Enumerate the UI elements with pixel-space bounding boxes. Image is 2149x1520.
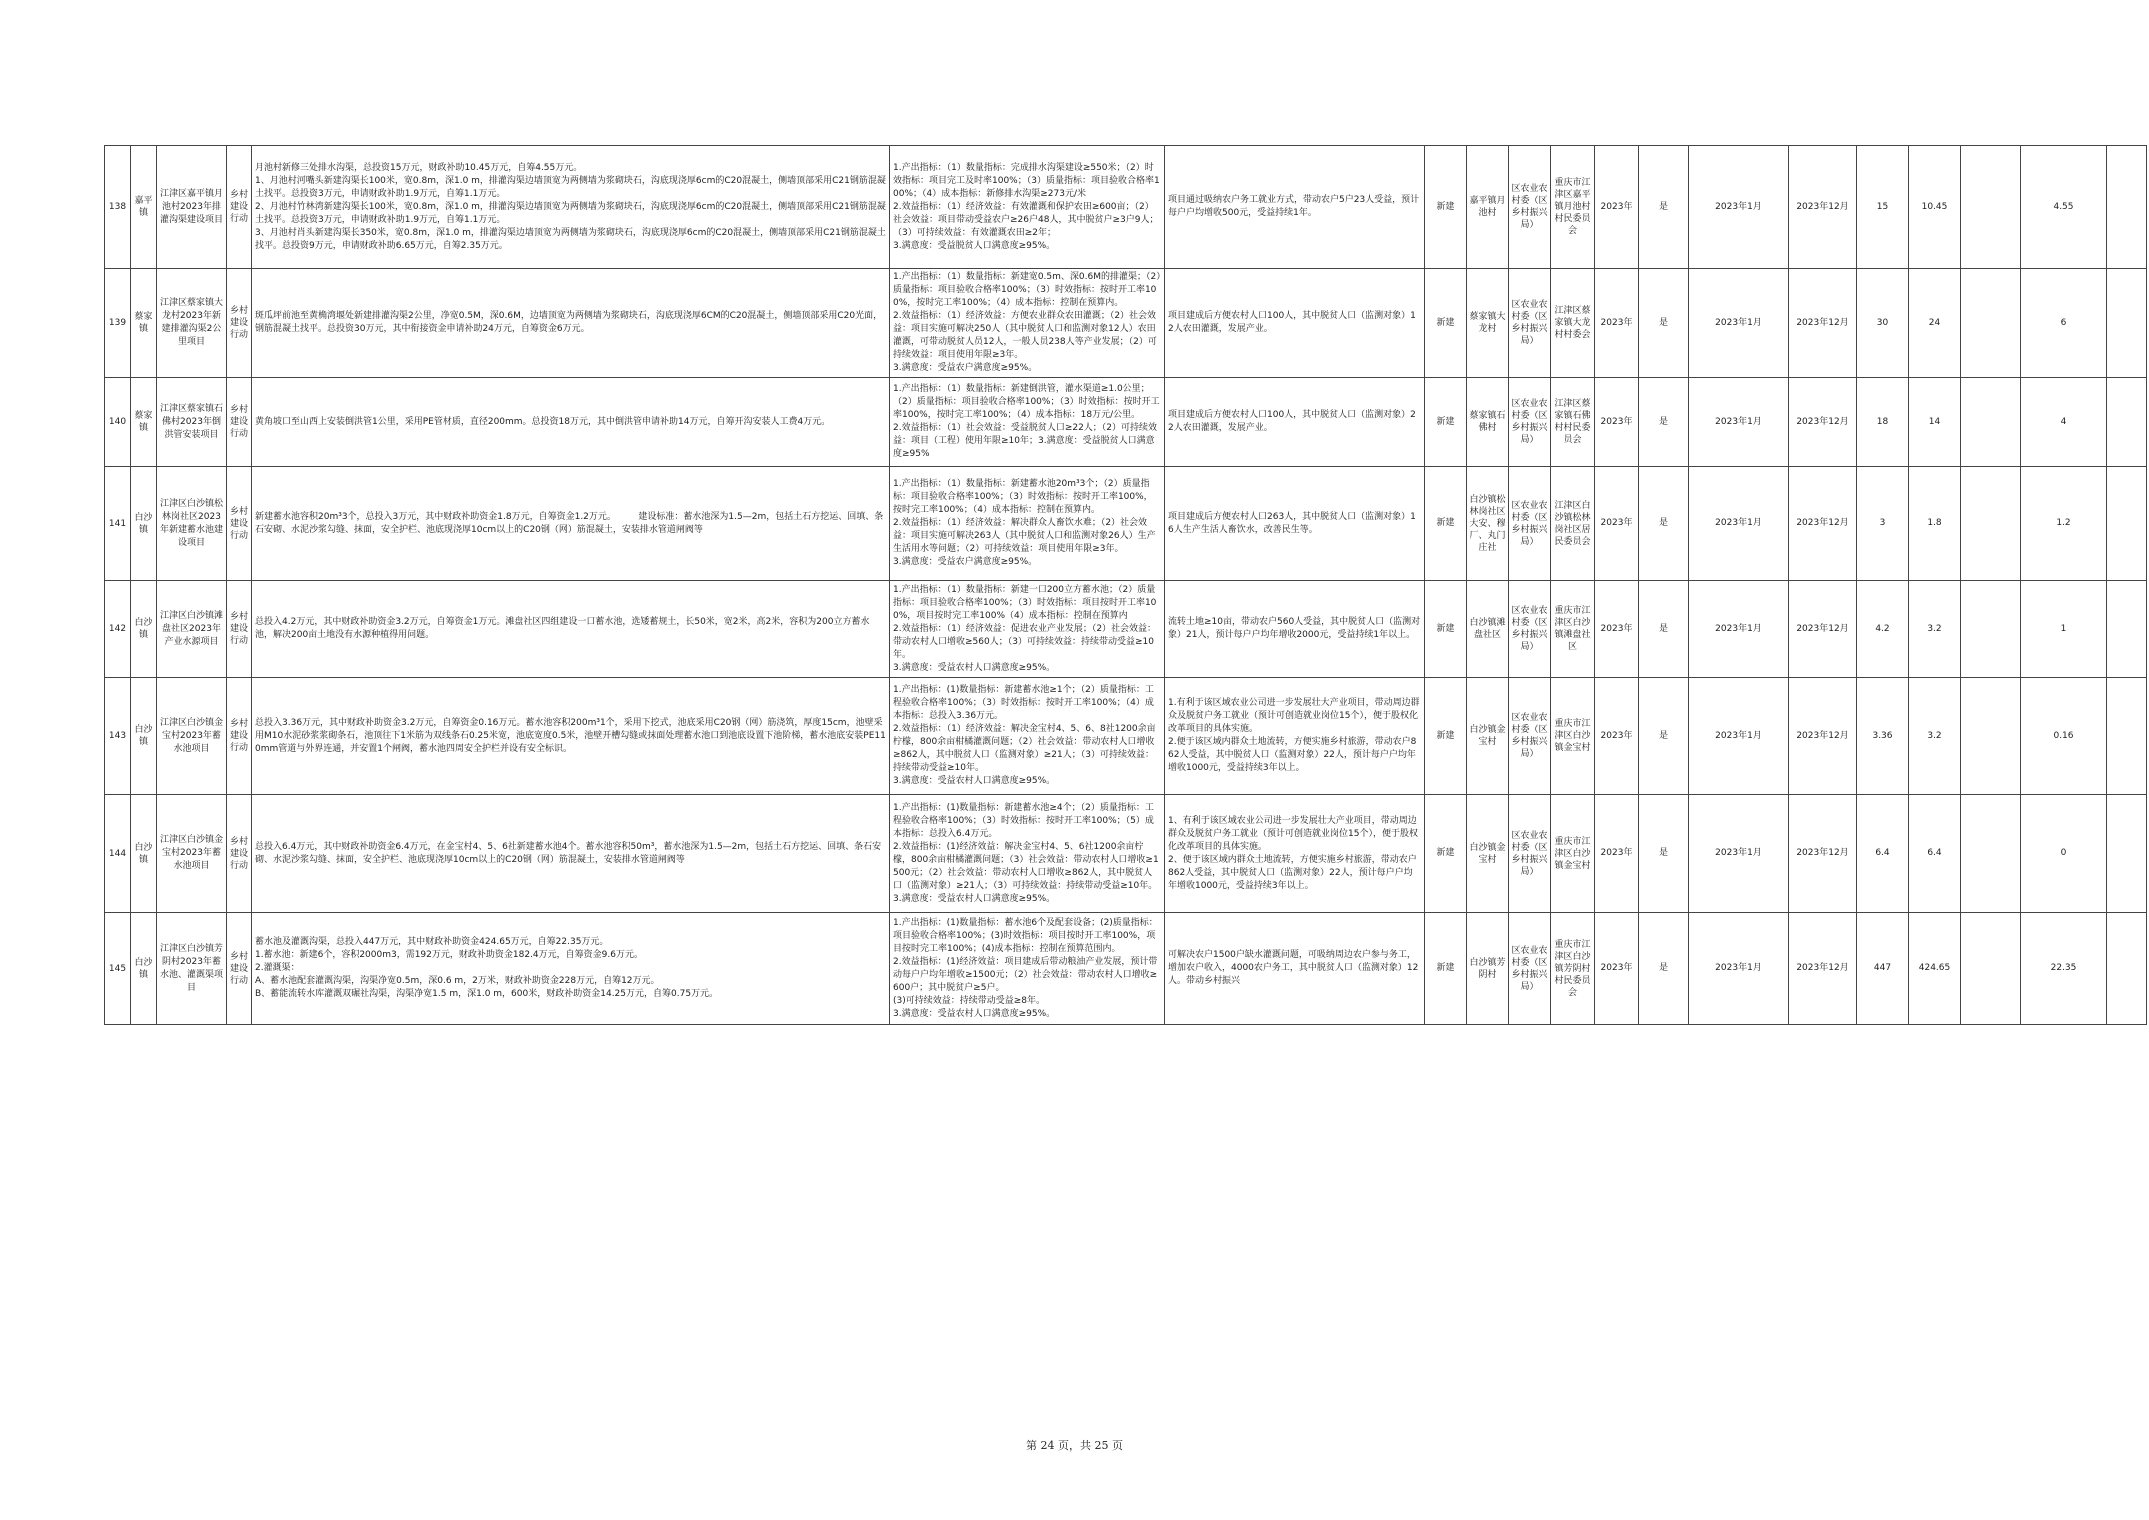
- owner-unit-cell: 江津区蔡家镇石佛村村民委员会: [1551, 378, 1595, 467]
- town-cell: 白沙镇: [131, 678, 157, 795]
- construction-nature-cell: 新建: [1425, 378, 1467, 467]
- blank-cell: [2107, 581, 2147, 678]
- project-type-cell: 乡村建设行动: [227, 146, 252, 269]
- location-cell: 白沙镇松林岗社区大安、穆厂、丸门庄社: [1467, 467, 1509, 581]
- year-cell: 2023年: [1595, 795, 1639, 913]
- construction-nature-cell: 新建: [1425, 913, 1467, 1025]
- performance-indicators-cell: 1.产出指标：（1）数量指标：新建蓄水池20m³3个；（2）质量指标：项目验收合格率100%；（3）时效指标：按时开工率100%，按时完工率100%；（4）成本指标：控制在预算内。 2.效益指标：（1）经济效益：解决群众人畜饮水难；（2）社会效益：项目实施可解决263人（其中脱贫人口和监测对象26人）生产生活用水等问题；（2）可持续效益：项目使用年限≥3年。 3.满意度：受益农户满意度≥95%。: [890, 467, 1165, 581]
- benefit-linkage-cell: 可解决农户1500户缺水灌溉问题，可吸纳周边农户参与务工，增加农户收入，4000农户务工，其中脱贫人口（监测对象）12人。带动乡村振兴: [1165, 913, 1425, 1025]
- construction-content-cell: 总投入6.4万元，其中财政补助资金6.4万元，在金宝村4、5、6社新建蓄水池4个。蓄水池容积50m³，蓄水池深为1.5—2m，包括土石方挖运、回填、条石安砌、水泥沙浆勾缝、抹面，安全护栏、池底现浇厚10cm以上的C20钢（网）筋混凝土，安装排水管道闸阀等: [252, 795, 890, 913]
- owner-unit-cell: 重庆市江津区嘉平镇月池村村民委员会: [1551, 146, 1595, 269]
- year-cell: 2023年: [1595, 913, 1639, 1025]
- start-date-cell: 2023年1月: [1689, 913, 1789, 1025]
- benefit-linkage-cell: 项目通过吸纳农户务工就业方式，带动农户5户23人受益，预计每户户均增收500元，受益持续1年。: [1165, 146, 1425, 269]
- fiscal-funds-cell: 1.8: [1909, 467, 1961, 581]
- project-name-cell: 江津区蔡家镇大龙村2023年新建排灌沟渠2公里项目: [157, 269, 227, 378]
- location-cell: 蔡家镇石佛村: [1467, 378, 1509, 467]
- total-investment-cell: 447: [1857, 913, 1909, 1025]
- total-investment-cell: 15: [1857, 146, 1909, 269]
- start-date-cell: 2023年1月: [1689, 467, 1789, 581]
- project-type-cell: 乡村建设行动: [227, 678, 252, 795]
- table-row: [105, 581, 2147, 678]
- owner-unit-cell: 江津区蔡家镇大龙村村委会: [1551, 269, 1595, 378]
- project-type-cell: 乡村建设行动: [227, 467, 252, 581]
- fiscal-funds-cell: 424.65: [1909, 913, 1961, 1025]
- row-number: 138: [105, 146, 131, 269]
- blank-cell: [2107, 146, 2147, 269]
- construction-nature-cell: 新建: [1425, 581, 1467, 678]
- project-type-cell: 乡村建设行动: [227, 269, 252, 378]
- performance-indicators-cell: 1.产出指标：（1）数量指标：新建倒洪管，灌水渠道≥1.0公里；（2）质量指标：项目验收合格率100%；（3）时效指标：按时开工率100%，按时完工率100%；（4）成本指标：18万元/公里。 2.效益指标：（1）社会效益：受益脱贫人口≥22人；（2）可持续效益：项目（工程）使用年限≥10年；3.满意度：受益脱贫人口满意度≥95%: [890, 378, 1165, 467]
- blank-cell: [2107, 269, 2147, 378]
- self-raised-funds-cell: 0: [2021, 795, 2107, 913]
- performance-indicators-cell: 1.产出指标：（1）数量指标：完成排水沟渠建设≥550米；（2）时效指标：项目完工及时率100%；（3）质量指标：项目验收合格率100%；（4）成本指标：新修排水沟渠≥273元/米 2.效益指标：（1）经济效益：有效灌溉和保护农田≥600亩；（2）社会效益：项目带动受益农户≥26户48人，其中脱贫户≥3户9人；（3）可持续效益：有效灌溉农田≥2年； 3.满意度：受益脱贫人口满意度≥95%。: [890, 146, 1165, 269]
- year-cell: 2023年: [1595, 146, 1639, 269]
- row-number: 142: [105, 581, 131, 678]
- owner-unit-cell: 重庆市江津区白沙镇金宝村: [1551, 795, 1595, 913]
- department-cell: 区农业农村委（区乡村振兴局）: [1509, 795, 1551, 913]
- year-cell: 2023年: [1595, 269, 1639, 378]
- benefit-linkage-cell: 1、有利于该区域农业公司进一步发展壮大产业项目，带动周边群众及脱贫户务工就业（预计可创造就业岗位15个），便于股权化改革项目的具体实施。 2、便于该区域内群众土地流转，方便实施乡村旅游，带动农户862人受益，其中脱贫人口（监测对象）22人，预计每户户均年增收1000元，受益持续3年以上。: [1165, 795, 1425, 913]
- location-cell: 白沙镇芳阴村: [1467, 913, 1509, 1025]
- town-cell: 白沙镇: [131, 581, 157, 678]
- flag-cell: 是: [1639, 795, 1689, 913]
- construction-nature-cell: 新建: [1425, 678, 1467, 795]
- town-cell: 嘉平镇: [131, 146, 157, 269]
- other-funds-cell: [1961, 678, 2021, 795]
- start-date-cell: 2023年1月: [1689, 146, 1789, 269]
- town-cell: 白沙镇: [131, 795, 157, 913]
- flag-cell: 是: [1639, 269, 1689, 378]
- town-cell: 蔡家镇: [131, 378, 157, 467]
- total-investment-cell: 3.36: [1857, 678, 1909, 795]
- blank-cell: [2107, 467, 2147, 581]
- department-cell: 区农业农村委（区乡村振兴局）: [1509, 467, 1551, 581]
- other-funds-cell: [1961, 581, 2021, 678]
- total-investment-cell: 30: [1857, 269, 1909, 378]
- fiscal-funds-cell: 3.2: [1909, 678, 1961, 795]
- year-cell: 2023年: [1595, 581, 1639, 678]
- start-date-cell: 2023年1月: [1689, 678, 1789, 795]
- construction-nature-cell: 新建: [1425, 467, 1467, 581]
- owner-unit-cell: 重庆市江津区白沙镇芳阴村村民委员会: [1551, 913, 1595, 1025]
- other-funds-cell: [1961, 913, 2021, 1025]
- flag-cell: 是: [1639, 378, 1689, 467]
- other-funds-cell: [1961, 378, 2021, 467]
- department-cell: 区农业农村委（区乡村振兴局）: [1509, 146, 1551, 269]
- location-cell: 嘉平镇月池村: [1467, 146, 1509, 269]
- project-name-cell: 江津区白沙镇金宝村2023年蓄水池项目: [157, 678, 227, 795]
- start-date-cell: 2023年1月: [1689, 269, 1789, 378]
- blank-cell: [2107, 378, 2147, 467]
- department-cell: 区农业农村委（区乡村振兴局）: [1509, 678, 1551, 795]
- other-funds-cell: [1961, 467, 2021, 581]
- end-date-cell: 2023年12月: [1789, 269, 1857, 378]
- construction-content-cell: 黄角坡口至山西上安装倒洪管1公里，采用PE管材质，直径200mm。总投资18万元，其中倒洪管申请补助14万元，自筹开沟安装人工费4万元。: [252, 378, 890, 467]
- construction-content-cell: 新建蓄水池容积20m³3个，总投入3万元，其中财政补助资金1.8万元，自筹资金1.2万元。 建设标准：蓄水池深为1.5—2m，包括土石方挖运、回填、条石安砌、水泥沙浆勾缝、抹面，安全护栏、池底现浇厚10cm以上的C20钢（网）筋混凝土，安装排水管道闸阀等: [252, 467, 890, 581]
- end-date-cell: 2023年12月: [1789, 795, 1857, 913]
- flag-cell: 是: [1639, 678, 1689, 795]
- performance-indicators-cell: 1.产出指标：(1)数量指标：新建蓄水池≥1个；（2）质量指标：工程验收合格率100%；（3）时效指标：按时开工率100%；（4）成本指标：总投入3.36万元。 2.效益指标：（1）经济效益：解决金宝村4、5、6、8社1200余亩柠檬，800余亩柑橘灌溉问题；（2）社会效益：带动农村人口增收≥862人，其中脱贫人口（监测对象）≥21人；（3）可持续效益：持续带动受益≥10年。 3.满意度：受益农村人口满意度≥95%。: [890, 678, 1165, 795]
- owner-unit-cell: 重庆市江津区白沙镇金宝村: [1551, 678, 1595, 795]
- town-cell: 白沙镇: [131, 913, 157, 1025]
- start-date-cell: 2023年1月: [1689, 795, 1789, 913]
- total-investment-cell: 18: [1857, 378, 1909, 467]
- performance-indicators-cell: 1.产出指标：(1)数量指标：新建蓄水池≥4个；（2）质量指标：工程验收合格率100%；（3）时效指标：按时开工率100%；（5）成本指标：总投入6.4万元。 2.效益指标：(1)经济效益：解决金宝村4、5、6社1200余亩柠檬，800余亩柑橘灌溉问题；（3）社会效益：带动农村人口增收≥1500元；（2）社会效益：带动农村人口增收≥862人，其中脱贫人口（监测对象）≥21人；（3）可持续效益：持续带动受益≥10年。 3.满意度：受益农村人口满意度≥95%。: [890, 795, 1165, 913]
- row-number: 144: [105, 795, 131, 913]
- row-number: 140: [105, 378, 131, 467]
- benefit-linkage-cell: 项目建成后方便农村人口263人，其中脱贫人口（监测对象）16人生产生活人畜饮水，改善民生等。: [1165, 467, 1425, 581]
- construction-content-cell: 总投入3.36万元，其中财政补助资金3.2万元，自筹资金0.16万元。蓄水池容积200m³1个，采用下挖式，池底采用C20钢（网）筋浇筑，厚度15cm，池壁采用M10水泥砂浆浆砌条石，池顶往下1米筋为双线条石0.25米宽，池底宽度0.5米，池壁开槽勾缝或抹面处理蓄水池口到池底设置下池阶梯，蓄水池底安装PE110mm管道与外界连通，并安置1个闸阀，蓄水池四周安全护栏并设有安全标识。: [252, 678, 890, 795]
- other-funds-cell: [1961, 146, 2021, 269]
- project-name-cell: 江津区白沙镇芳阴村2023年蓄水池、灌溉渠项目: [157, 913, 227, 1025]
- table-row: [105, 795, 2147, 913]
- project-type-cell: 乡村建设行动: [227, 913, 252, 1025]
- construction-content-cell: 斑瓜坪前池至黄桷湾堰处新建排灌沟渠2公里，净宽0.5M，深0.6M，边墙顶宽为两侧墙为浆砌块石，沟底现浇厚6CM的C20混凝土，侧墙顶部采用C20光面，钢筋混凝土找平。总投资30万元，其中衔接资金申请补助24万元，自筹资金6万元。: [252, 269, 890, 378]
- year-cell: 2023年: [1595, 378, 1639, 467]
- self-raised-funds-cell: 0.16: [2021, 678, 2107, 795]
- performance-indicators-cell: 1.产出指标：(1)数量指标：蓄水池6个及配套设备；(2)质量指标：项目验收合格率100%；(3)时效指标：项目按时开工率100%，项目按时完工率100%；(4)成本指标：控制在预算范围内。 2.效益指标：(1)经济效益：项目建成后带动粮油产业发展，预计带动每户户均年增收≥1500元；（2）社会效益：带动农村人口增收≥600户；其中脱贫户≥5户。 (3)可持续效益：持续带动受益≥8年。 3.满意度：受益农村人口满意度≥95%。: [890, 913, 1165, 1025]
- department-cell: 区农业农村委（区乡村振兴局）: [1509, 269, 1551, 378]
- benefit-linkage-cell: 项目建成后方便农村人口100人，其中脱贫人口（监测对象）12人农田灌溉，发展产业。: [1165, 269, 1425, 378]
- location-cell: 白沙镇金宝村: [1467, 678, 1509, 795]
- construction-nature-cell: 新建: [1425, 269, 1467, 378]
- total-investment-cell: 3: [1857, 467, 1909, 581]
- construction-nature-cell: 新建: [1425, 146, 1467, 269]
- project-name-cell: 江津区蔡家镇石佛村2023年倒洪管安装项目: [157, 378, 227, 467]
- flag-cell: 是: [1639, 467, 1689, 581]
- flag-cell: 是: [1639, 581, 1689, 678]
- performance-indicators-cell: 1.产出指标：（1）数量指标：新建一口200立方蓄水池；（2）质量指标：项目验收合格率100%；（3）时效指标：项目按时开工率100%，项目按时完工率100%（4）成本指标：控制在预算内 2.效益指标：（1）经济效益：促进农业产业发展；（2）社会效益：带动农村人口增收≥560人；（3）可持续效益：持续带动受益≥10年。 3.满意度：受益农村人口满意度≥95%。: [890, 581, 1165, 678]
- total-investment-cell: 6.4: [1857, 795, 1909, 913]
- table-row: [105, 378, 2147, 467]
- end-date-cell: 2023年12月: [1789, 581, 1857, 678]
- self-raised-funds-cell: 1: [2021, 581, 2107, 678]
- department-cell: 区农业农村委（区乡村振兴局）: [1509, 378, 1551, 467]
- owner-unit-cell: 重庆市江津区白沙镇滩盘社区: [1551, 581, 1595, 678]
- row-number: 143: [105, 678, 131, 795]
- owner-unit-cell: 江津区白沙镇松林岗社区居民委员会: [1551, 467, 1595, 581]
- self-raised-funds-cell: 6: [2021, 269, 2107, 378]
- blank-cell: [2107, 678, 2147, 795]
- construction-content-cell: 月池村新修三处排水沟渠，总投资15万元，财政补助10.45万元，自筹4.55万元。 1、月池村河嘴头新建沟渠长100米，宽0.8m，深1.0 m，排灌沟渠边墙顶宽为两侧墙为浆砌块石，沟底现浇厚6cm的C20混凝土，侧墙顶部采用C21钢筋混凝土找平。总投资3万元，申请财政补助1.9万元，自筹1.1万元。 2、月池村竹林湾新建沟渠长100米，宽0.8m，深1.0 m，排灌沟渠边墙顶宽为两侧墙为浆砌块石，沟底现浇厚6cm的C20混凝土，侧墙顶部采用C21钢筋混凝土找平。总投资3万元，申请财政补助1.9万元，自筹1.1万元。 3、月池村肖头新建沟渠长350米，宽0.8m，深1.0 m，排灌沟渠边墙顶宽为两侧墙为浆砌块石，沟底现浇厚6cm的C20混凝土，侧墙顶部采用C21钢筋混凝土找平。总投资9万元，申请财政补助6.65万元，自筹2.35万元。: [252, 146, 890, 269]
- self-raised-funds-cell: 4.55: [2021, 146, 2107, 269]
- project-name-cell: 江津区白沙镇松林岗社区2023年新建蓄水池建设项目: [157, 467, 227, 581]
- project-type-cell: 乡村建设行动: [227, 795, 252, 913]
- benefit-linkage-cell: 1.有利于该区域农业公司进一步发展壮大产业项目，带动周边群众及脱贫户务工就业（预计可创造就业岗位15个），便于股权化改革项目的具体实施。 2.便于该区域内群众土地流转，方便实施乡村旅游，带动农户862人受益，其中脱贫人口（监测对象）22人，预计每户户均年增收1000元，受益持续3年以上。: [1165, 678, 1425, 795]
- end-date-cell: 2023年12月: [1789, 467, 1857, 581]
- row-number: 139: [105, 269, 131, 378]
- table-row: [105, 467, 2147, 581]
- fiscal-funds-cell: 3.2: [1909, 581, 1961, 678]
- flag-cell: 是: [1639, 146, 1689, 269]
- flag-cell: 是: [1639, 913, 1689, 1025]
- table-row: [105, 913, 2147, 1025]
- table-row: [105, 678, 2147, 795]
- project-name-cell: 江津区嘉平镇月池村2023年排灌沟渠建设项目: [157, 146, 227, 269]
- table-row: [105, 146, 2147, 269]
- location-cell: 蔡家镇大龙村: [1467, 269, 1509, 378]
- row-number: 141: [105, 467, 131, 581]
- location-cell: 白沙镇金宝村: [1467, 795, 1509, 913]
- performance-indicators-cell: 1.产出指标：（1）数量指标：新建宽0.5m、深0.6M的排灌渠；（2）质量指标：项目验收合格率100%；（3）时效指标：按时开工率100%，按时完工率100%；（4）成本指标：控制在预算内。 2.效益指标：（1）经济效益：方便农业群众农田灌溉；（2）社会效益：项目实施可解决250人（其中脱贫人口和监测对象12人）农田灌溉，可带动脱贫人员12人，一般人员238人等产业发展；（2）可持续效益：项目使用年限≥3年。 3.满意度：受益农户满意度≥95%。: [890, 269, 1165, 378]
- year-cell: 2023年: [1595, 467, 1639, 581]
- self-raised-funds-cell: 1.2: [2021, 467, 2107, 581]
- year-cell: 2023年: [1595, 678, 1639, 795]
- row-number: 145: [105, 913, 131, 1025]
- project-type-cell: 乡村建设行动: [227, 378, 252, 467]
- construction-nature-cell: 新建: [1425, 795, 1467, 913]
- start-date-cell: 2023年1月: [1689, 581, 1789, 678]
- other-funds-cell: [1961, 795, 2021, 913]
- page-footer: 第 24 页，共 25 页: [1026, 1439, 1123, 1452]
- total-investment-cell: 4.2: [1857, 581, 1909, 678]
- end-date-cell: 2023年12月: [1789, 913, 1857, 1025]
- project-name-cell: 江津区白沙镇金宝村2023年蓄水池项目: [157, 795, 227, 913]
- self-raised-funds-cell: 22.35: [2021, 913, 2107, 1025]
- benefit-linkage-cell: 项目建成后方便农村人口100人，其中脱贫人口（监测对象）22人农田灌溉，发展产业。: [1165, 378, 1425, 467]
- department-cell: 区农业农村委（区乡村振兴局）: [1509, 913, 1551, 1025]
- project-name-cell: 江津区白沙镇滩盘社区2023年产业水源项目: [157, 581, 227, 678]
- department-cell: 区农业农村委（区乡村振兴局）: [1509, 581, 1551, 678]
- construction-content-cell: 蓄水池及灌溉沟渠，总投入447万元，其中财政补助资金424.65万元，自筹22.35万元。 1.蓄水池：新建6个，容积2000m3，需192万元，财政补助资金182.4万元，自筹资金9.6万元。 2.灌溉渠： A、蓄水池配套灌溉沟渠，沟渠净宽0.5m，深0.6 m，2万米，财政补助资金228万元，自筹12万元。 B、蓄能流转水库灌溉双碾社沟渠，沟渠净宽1.5 m，深1.0 m，600米，财政补助资金14.25万元，自筹0.75万元。: [252, 913, 890, 1025]
- end-date-cell: 2023年12月: [1789, 146, 1857, 269]
- project-type-cell: 乡村建设行动: [227, 581, 252, 678]
- construction-content-cell: 总投入4.2万元，其中财政补助资金3.2万元，自筹资金1万元。滩盘社区四组建设一口蓄水池，选矮蓄规土，长50米，宽2米，高2米，容积为200立方蓄水池，解决200亩土地没有水源种植得用问题。: [252, 581, 890, 678]
- blank-cell: [2107, 795, 2147, 913]
- project-table: [104, 145, 2147, 1025]
- table-row: [105, 269, 2147, 378]
- blank-cell: [2107, 913, 2147, 1025]
- other-funds-cell: [1961, 269, 2021, 378]
- town-cell: 蔡家镇: [131, 269, 157, 378]
- self-raised-funds-cell: 4: [2021, 378, 2107, 467]
- fiscal-funds-cell: 6.4: [1909, 795, 1961, 913]
- fiscal-funds-cell: 14: [1909, 378, 1961, 467]
- fiscal-funds-cell: 10.45: [1909, 146, 1961, 269]
- town-cell: 白沙镇: [131, 467, 157, 581]
- location-cell: 白沙镇滩盘社区: [1467, 581, 1509, 678]
- benefit-linkage-cell: 流转土地≥10亩，带动农户560人受益，其中脱贫人口（监测对象）21人，预计每户户均年增收2000元，受益持续1年以上。: [1165, 581, 1425, 678]
- end-date-cell: 2023年12月: [1789, 378, 1857, 467]
- end-date-cell: 2023年12月: [1789, 678, 1857, 795]
- fiscal-funds-cell: 24: [1909, 269, 1961, 378]
- start-date-cell: 2023年1月: [1689, 378, 1789, 467]
